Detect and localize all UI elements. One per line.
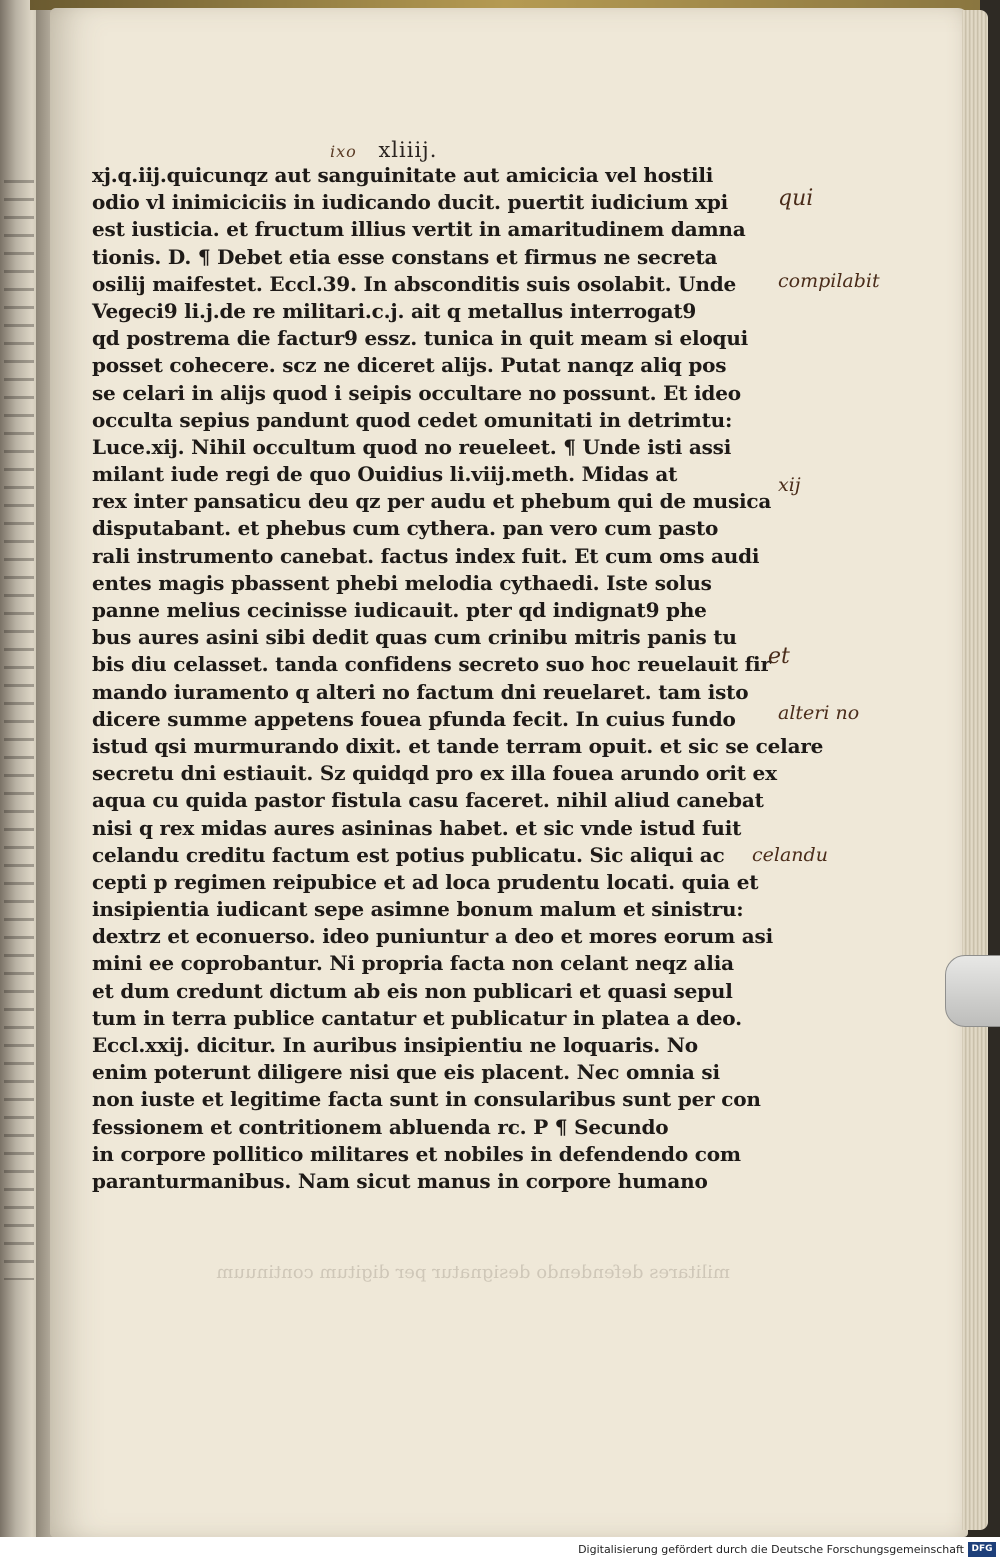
text-line: xj.q.iij.quicunqz aut sanguinitate aut amicicia vel hostili	[92, 163, 714, 187]
text-line: qd postrema die factur9 essz. tunica in quit meam si eloqui	[92, 326, 749, 351]
text-line: occulta sepius pandunt quod cedet omunitati in detrimtu:	[92, 407, 733, 432]
marginal-note: xij	[778, 474, 801, 496]
text-line: bus aures asini sibi dedit quas cum crinibu mitris panis tu	[92, 625, 737, 650]
text-line: disputabant. et phebus cum cythera. pan vero cum pasto	[92, 516, 719, 541]
text-line: entes magis pbassent phebi melodia cythaedi. Iste solus	[92, 570, 712, 595]
marginal-note: compilabit	[778, 270, 880, 292]
text-line: Eccl.xxij. dicitur. In auribus insipientiu ne loquaris. No	[92, 1033, 698, 1057]
show-through-text: militares defendendo designatur per digitum continuum	[216, 1262, 730, 1283]
footer-credit: Digitalisierung gefördert durch die Deutsche Forschungsgemeinschaft	[578, 1543, 964, 1556]
text-line: mini ee coprobantur. Ni propria facta non celant neqz alia	[92, 951, 734, 976]
text-block	[92, 162, 824, 1195]
text-line: fessionem et contritionem abluenda rc. P ¶ Secundo	[92, 1114, 669, 1139]
text-line: celandu creditu factum est potius publicatu. Sic aliqui ac	[92, 842, 725, 867]
footer-bar	[0, 1537, 1000, 1563]
text-line: Vegeci9 li.j.de re militari.c.j. ait q metallus interrogat9	[92, 298, 697, 323]
left-page-text-bleed	[4, 180, 34, 1280]
page-clip	[945, 955, 1000, 1027]
text-line: bis diu celasset. tanda confidens secreto suo hoc reuelauit fir	[92, 652, 771, 677]
text-line: milant iude regi de quo Ouidius li.viij.meth. Midas at	[92, 462, 678, 487]
dfg-logo: DFG	[968, 1542, 996, 1557]
text-line: tionis. D. ¶ Debet etia esse constans et firmus ne secreta	[92, 244, 718, 269]
marginal-note: alteri no	[778, 702, 860, 724]
text-line: mando iuramento q alteri no factum dni reuelaret. tam isto	[92, 679, 749, 704]
text-line: rali instrumento canebat. factus index fuit. Et cum oms audi	[92, 543, 760, 568]
text-line: secretu dni estiauit. Sz quidqd pro ex illa fouea arundo orit ex	[92, 761, 777, 786]
folio-hand-note: ixo	[330, 142, 357, 161]
text-line: osilij maifestet. Eccl.39. In absconditis suis osolabit. Unde	[92, 271, 737, 296]
text-line: non iuste et legitime facta sunt in consularibus sunt per con	[92, 1087, 761, 1112]
text-line: odio vl inimiciciis in iudicando ducit. puertit iudicium xpi	[92, 190, 729, 215]
text-line: posset cohecere. scz ne diceret alijs. Putat nanqz aliq pos	[92, 353, 727, 378]
text-line: dicere summe appetens fouea pfunda fecit. In cuius fundo	[92, 706, 736, 731]
text-line: in corpore pollitico militares et nobiles in defendendo com	[92, 1141, 741, 1166]
page-fore-edge	[962, 10, 988, 1530]
folio-label: xliiij.	[378, 138, 438, 162]
text-line: se celari in alijs quod i seipis occultare no possunt. Et ideo	[92, 380, 741, 405]
left-page-edge	[0, 0, 40, 1537]
text-line: insipientia iudicant sepe asimne bonum malum et sinistru:	[92, 897, 744, 922]
text-line: enim poterunt diligere nisi que eis placent. Nec omnia si	[92, 1060, 720, 1085]
folio-number	[330, 138, 437, 162]
text-line: istud qsi murmurando dixit. et tande terram opuit. et sic se celare	[92, 733, 824, 758]
marginal-note: et	[768, 644, 790, 669]
text-line: et dum credunt dictum ab eis non publicari et quasi sepul	[92, 978, 733, 1003]
text-line: paranturmanibus. Nam sicut manus in corpore humano	[92, 1168, 708, 1193]
marginal-note: celandu	[752, 844, 828, 866]
text-line: Luce.xij. Nihil occultum quod no reueleet. ¶ Unde isti assi	[92, 434, 732, 459]
marginal-note: qui	[778, 186, 814, 211]
text-line: nisi q rex midas aures asininas habet. et sic vnde istud fuit	[92, 815, 742, 840]
text-line: aqua cu quida pastor fistula casu faceret. nihil aliud canebat	[92, 788, 764, 813]
text-line: tum in terra publice cantatur et publicatur in platea a deo.	[92, 1005, 742, 1030]
text-line: dextrz et econuerso. ideo puniuntur a deo et mores eorum asi	[92, 924, 773, 949]
text-line: panne melius cecinisse iudicauit. pter qd indignat9 phe	[92, 598, 707, 622]
text-line: rex inter pansaticu deu qz per audu et phebum qui de musica	[92, 489, 772, 514]
text-line: cepti p regimen reipubice et ad loca prudentu locati. quia et	[92, 869, 759, 894]
text-line: est iusticia. et fructum illius vertit in amaritudinem damna	[92, 217, 746, 242]
